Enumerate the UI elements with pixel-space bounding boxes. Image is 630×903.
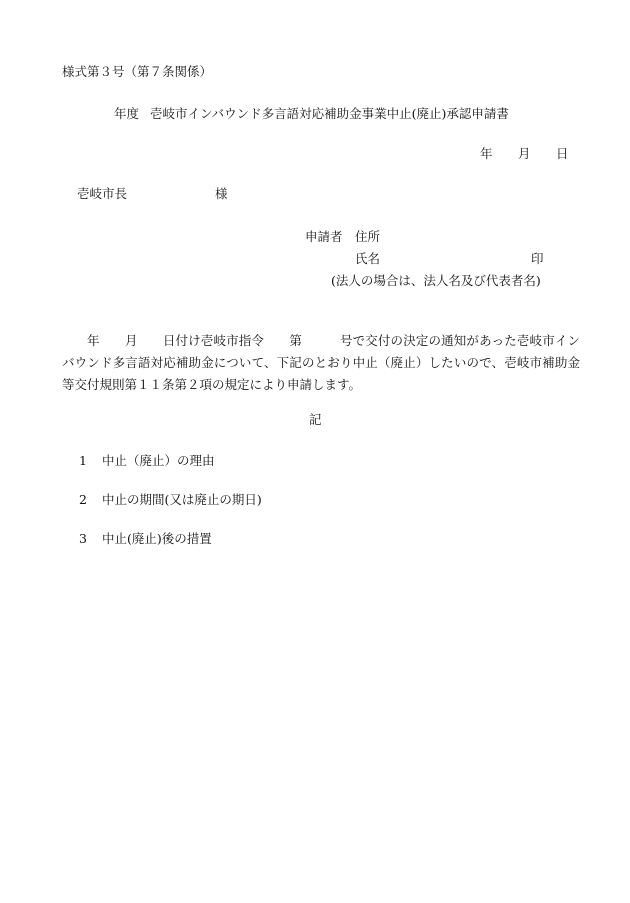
addressee-name: 壱岐市長	[77, 186, 128, 201]
item-2-label: 中止の期間(又は廃止の期日)	[102, 492, 262, 507]
title-year-prefix: 年度	[114, 106, 140, 121]
document-title: 壱岐市インバウンド多言語対応補助金事業中止(廃止)承認申請書	[150, 106, 509, 121]
date-year: 年	[480, 146, 493, 161]
item-2-number: 2	[79, 492, 87, 507]
form-label: 様式第３号（第７条関係）	[62, 64, 213, 79]
item-1-label: 中止（廃止）の理由	[102, 453, 215, 468]
item-3-number: 3	[79, 531, 87, 546]
corporate-note: (法人の場合は、法人名及び代表者名)	[331, 273, 541, 288]
applicant-name-label: 氏名	[355, 251, 381, 266]
date-day: 日	[556, 146, 569, 161]
seal-mark: 印	[531, 251, 544, 266]
applicant-label: 申請者	[305, 229, 343, 244]
item-3-label: 中止(廃止)後の措置	[102, 531, 212, 546]
item-1-number: 1	[79, 453, 87, 468]
body-paragraph: 年 月 日付け壱岐市指令 第 号で交付の決定の通知があった壱岐市インバウンド多言語対応補助金について、下記のとおり中止（廃止）したいので、壱岐市補助金等交付規則第１１条第２項の規定により申請します。	[62, 333, 580, 392]
ki-heading: 記	[309, 412, 322, 427]
addressee-honorific: 様	[215, 186, 228, 201]
applicant-address-label: 住所	[355, 229, 381, 244]
date-month: 月	[518, 146, 531, 161]
